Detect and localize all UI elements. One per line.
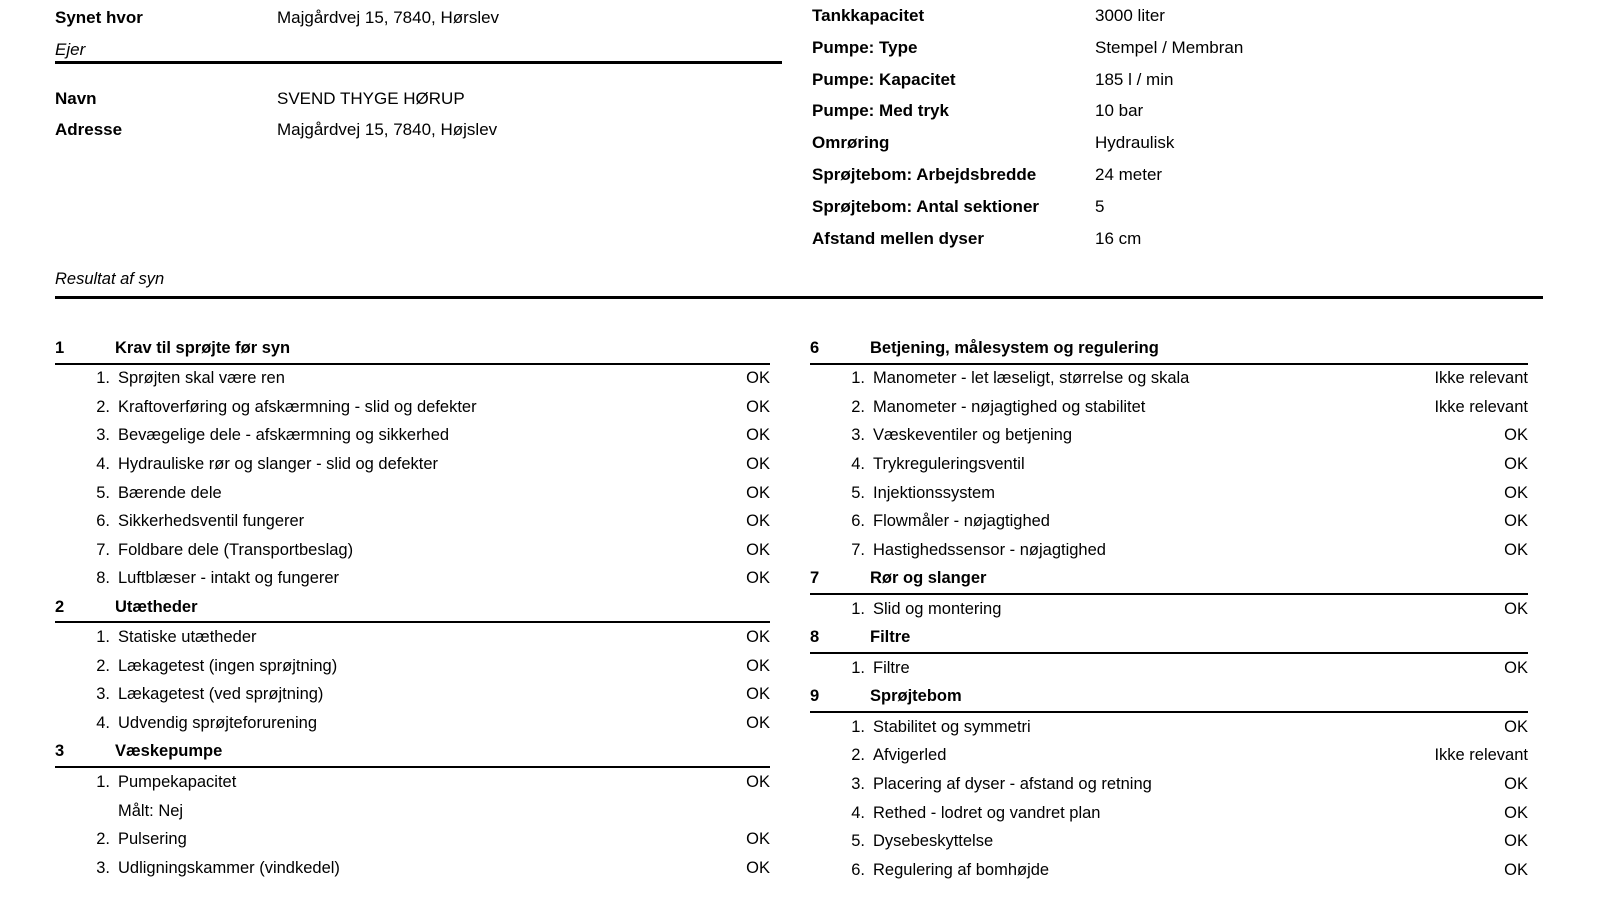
item-status: OK (1504, 658, 1528, 677)
item-text: Sikkerhedsventil fungerer (118, 512, 305, 531)
checklist-item (810, 536, 1528, 565)
item-text: Dysebeskyttelse (873, 832, 994, 851)
item-status: OK (1504, 774, 1528, 793)
section-number: 1 (55, 338, 65, 357)
item-text: Bærende dele (118, 483, 222, 502)
item-text: Hastighedssensor - nøjagtighed (873, 540, 1106, 559)
item-number: 2. (851, 746, 865, 765)
ejer-label: Ejer (55, 40, 86, 59)
item-text: Hydrauliske rør og slanger - slid og defekter (118, 454, 439, 473)
spec-label: Tankkapacitet (812, 6, 925, 25)
spec-value: 10 bar (1095, 101, 1144, 121)
item-text: Pulsering (118, 830, 187, 849)
item-number: 6. (851, 512, 865, 531)
item-status: OK (1504, 860, 1528, 879)
item-text: Rethed - lodret og vandret plan (873, 803, 1101, 822)
section-number: 7 (810, 569, 820, 588)
item-text: Kraftoverføring og afskærmning - slid og defekter (118, 397, 477, 416)
adresse-row (55, 120, 782, 140)
item-number: 1. (851, 599, 865, 618)
checklist-item (55, 709, 770, 738)
spec-label: Omrøring (812, 133, 890, 153)
item-status: OK (1504, 540, 1528, 559)
item-text: Udligningskammer (vindkedel) (118, 858, 340, 877)
item-number: 1. (851, 717, 865, 736)
checklist-item (810, 393, 1528, 422)
item-text: Udvendig sprøjteforurening (118, 713, 318, 732)
adresse-value: Majgårdvej 15, 7840, Højslev (277, 120, 498, 139)
result-heading: Resultat af syn (55, 270, 165, 288)
checklist-item (810, 770, 1528, 799)
item-number: 4. (96, 713, 110, 732)
checklist-item (55, 652, 770, 681)
item-status: Ikke relevant (1434, 369, 1528, 388)
item-status: Ikke relevant (1434, 397, 1528, 416)
checklist-item (810, 595, 1528, 624)
item-number: 7. (851, 540, 865, 559)
item-text: Væskeventiler og betjening (873, 426, 1073, 445)
item-text: Lækagetest (ved sprøjtning) (118, 685, 324, 704)
navn-value: SVEND THYGE HØRUP (277, 89, 465, 108)
item-status: OK (1504, 426, 1528, 445)
item-number: 5. (851, 483, 865, 502)
item-status: OK (746, 454, 770, 473)
item-text: Filtre (873, 658, 910, 677)
spec-value: Stempel / Membran (1095, 37, 1244, 57)
item-status: OK (746, 397, 770, 416)
item-status: OK (746, 628, 770, 647)
section-header (810, 564, 1528, 595)
item-status: OK (746, 569, 770, 588)
checklist-item (55, 479, 770, 508)
spec-value: 24 meter (1095, 164, 1163, 184)
checklist-item (810, 742, 1528, 771)
checklist-item (55, 681, 770, 710)
section-header (810, 683, 1528, 714)
checklist-item (810, 507, 1528, 536)
section-title: Betjening, målesystem og regulering (870, 338, 1159, 357)
item-text: Slid og montering (873, 599, 1002, 618)
spec-row (812, 38, 1543, 70)
item-number: 4. (851, 454, 865, 473)
item-number: 3. (851, 426, 865, 445)
adresse-label: Adresse (55, 120, 123, 139)
item-number: 6. (96, 512, 110, 531)
item-text: Statiske utætheder (118, 628, 257, 647)
section-title: Filtre (870, 628, 911, 647)
item-status: OK (1504, 512, 1528, 531)
item-status: OK (1504, 454, 1528, 473)
section-title: Sprøjtebom (870, 687, 962, 706)
item-number: 7. (96, 540, 110, 559)
checklist-right-column (810, 334, 1528, 884)
spec-value: 16 cm (1095, 228, 1142, 248)
item-number: 5. (851, 832, 865, 851)
section-number: 6 (810, 338, 820, 357)
item-status: OK (1504, 599, 1528, 618)
synet-hvor-label: Synet hvor (55, 8, 143, 27)
item-text: Stabilitet og symmetri (873, 717, 1031, 736)
section-header (810, 623, 1528, 654)
item-status: OK (746, 713, 770, 732)
item-number: 1. (851, 658, 865, 677)
checklist-item (55, 507, 770, 536)
spec-label: Pumpe: Type (812, 37, 918, 57)
item-text: Placering af dyser - afstand og retning (873, 774, 1152, 793)
item-note: Målt: Nej (118, 801, 184, 820)
section-number: 8 (810, 628, 820, 647)
item-text: Pumpekapacitet (118, 772, 237, 791)
spec-value: Hydraulisk (1095, 133, 1175, 153)
item-status: OK (746, 426, 770, 445)
item-status: OK (746, 685, 770, 704)
section-header (55, 334, 770, 365)
spec-label: Pumpe: Med tryk (812, 101, 949, 121)
checklist-item (55, 825, 770, 854)
checklist-item (55, 768, 770, 797)
item-text: Lækagetest (ingen sprøjtning) (118, 656, 338, 675)
spec-row (812, 6, 1543, 38)
result-divider (55, 296, 1543, 299)
item-number: 1. (96, 628, 110, 647)
item-text: Regulering af bomhøjde (873, 860, 1050, 879)
item-status: OK (746, 858, 770, 877)
item-number: 1. (96, 772, 110, 791)
section-header (810, 334, 1528, 365)
checklist-item (55, 422, 770, 451)
checklist-item (55, 564, 770, 593)
navn-row (55, 89, 782, 109)
synet-hvor-value: Majgårdvej 15, 7840, Hørslev (277, 8, 500, 27)
item-text: Injektionssystem (873, 483, 995, 502)
item-number: 3. (851, 774, 865, 793)
spec-value: 185 l / min (1095, 69, 1174, 89)
item-status: OK (746, 512, 770, 531)
spec-row (812, 133, 1543, 165)
item-text: Sprøjten skal være ren (118, 369, 285, 388)
item-status: OK (746, 830, 770, 849)
item-number: 3. (96, 858, 110, 877)
section-header (55, 593, 770, 624)
checklist-item (55, 854, 770, 883)
item-status: OK (1504, 717, 1528, 736)
item-number: 8. (96, 569, 110, 588)
section-title: Krav til sprøjte før syn (115, 338, 291, 357)
item-status: OK (746, 656, 770, 675)
spec-label: Afstand mellen dyser (812, 228, 984, 248)
item-number: 1. (96, 369, 110, 388)
navn-label: Navn (55, 89, 97, 108)
ejer-row (55, 40, 782, 60)
item-text: Afvigerled (873, 746, 947, 765)
item-status: OK (1504, 483, 1528, 502)
checklist-item (810, 422, 1528, 451)
item-status: Ikke relevant (1434, 746, 1528, 765)
checklist-item (810, 856, 1528, 885)
item-status: OK (746, 483, 770, 502)
item-status: OK (746, 772, 770, 791)
section-number: 3 (55, 742, 65, 761)
spec-label: Pumpe: Kapacitet (812, 69, 956, 89)
checklist-item (810, 827, 1528, 856)
checklist-item (55, 536, 770, 565)
item-number: 4. (851, 803, 865, 822)
item-text: Flowmåler - nøjagtighed (873, 512, 1050, 531)
spec-row (812, 165, 1543, 197)
item-number: 6. (851, 860, 865, 879)
spec-value: 3000 liter (1095, 6, 1165, 25)
checklist-item (810, 654, 1528, 683)
item-status: OK (746, 369, 770, 388)
spec-row (812, 197, 1543, 229)
item-number: 2. (96, 830, 110, 849)
owner-divider (55, 61, 782, 64)
item-number: 2. (96, 656, 110, 675)
spec-value: 5 (1095, 196, 1105, 216)
item-text: Trykreguleringsventil (873, 454, 1025, 473)
item-status: OK (1504, 803, 1528, 822)
spec-row (812, 229, 1543, 261)
item-number: 2. (851, 397, 865, 416)
item-text: Bevægelige dele - afskærmning og sikkerhed (118, 426, 450, 445)
item-text: Foldbare dele (Transportbeslag) (118, 540, 354, 559)
checklist-item (810, 450, 1528, 479)
section-header (55, 738, 770, 769)
item-text: Manometer - let læseligt, størrelse og skala (873, 369, 1190, 388)
spec-table (812, 6, 1543, 260)
section-title: Rør og slanger (870, 569, 987, 588)
item-number: 3. (96, 685, 110, 704)
checklist-item (55, 450, 770, 479)
item-status: OK (1504, 832, 1528, 851)
checklist-item (810, 365, 1528, 394)
item-text: Manometer - nøjagtighed og stabilitet (873, 397, 1146, 416)
spec-row (812, 101, 1543, 133)
spec-row (812, 70, 1543, 102)
synet-hvor-row (55, 8, 782, 28)
checklist-item (810, 799, 1528, 828)
item-status: OK (746, 540, 770, 559)
section-title: Utætheder (115, 597, 198, 616)
checklist-item (55, 393, 770, 422)
spec-label: Sprøjtebom: Arbejdsbredde (812, 164, 1037, 184)
section-number: 2 (55, 597, 65, 616)
checklist-item (55, 365, 770, 394)
checklist-left-column (55, 334, 770, 882)
spec-label: Sprøjtebom: Antal sektioner (812, 196, 1040, 216)
item-number: 3. (96, 426, 110, 445)
item-text: Luftblæser - intakt og fungerer (118, 569, 340, 588)
item-number: 2. (96, 397, 110, 416)
item-number: 4. (96, 454, 110, 473)
item-number: 1. (851, 369, 865, 388)
checklist-item (55, 623, 770, 652)
checklist-item (810, 713, 1528, 742)
checklist-item (810, 479, 1528, 508)
section-title: Væskepumpe (115, 742, 223, 761)
section-number: 9 (810, 687, 820, 706)
item-number: 5. (96, 483, 110, 502)
